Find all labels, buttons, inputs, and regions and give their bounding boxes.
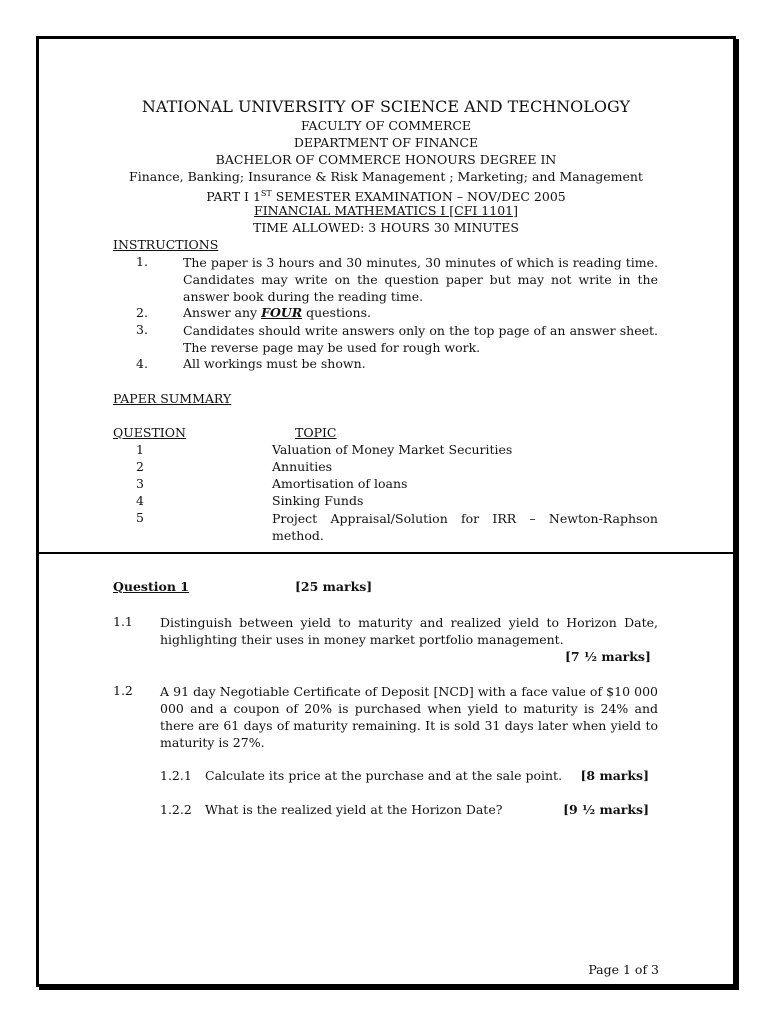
instruction-number: 4. (136, 356, 148, 371)
sub-question-number: 1.2.2 (160, 802, 192, 817)
question-number: 1.2 (113, 683, 133, 698)
time-allowed: TIME ALLOWED: 3 HOURS 30 MINUTES (253, 220, 519, 235)
summary-topic: Annuities (272, 459, 333, 474)
summary-question-header: QUESTION (113, 425, 186, 440)
section-divider (39, 552, 739, 554)
exam-page-border (36, 36, 736, 987)
summary-question-number: 1 (136, 442, 144, 457)
course-title: FINANCIAL MATHEMATICS I [CFI 1101] (254, 203, 518, 218)
instruction-item: All workings must be shown. (183, 356, 366, 371)
summary-topic: Valuation of Money Market Securities (272, 442, 513, 457)
question-1-marks: [25 marks] (295, 579, 373, 594)
instruction-item: Answer any FOUR questions. (183, 305, 371, 320)
summary-topic: Amortisation of loans (272, 476, 408, 491)
summary-question-number: 3 (136, 476, 144, 491)
sub-question-number: 1.2.1 (160, 768, 192, 783)
instructions-heading: INSTRUCTIONS (113, 237, 219, 252)
sub-question-text: Calculate its price at the purchase and at the sale point. (205, 768, 563, 783)
exam-title: PART I 1ST SEMESTER EXAMINATION – NOV/DEC 2005 (206, 189, 566, 205)
question-number: 1.1 (113, 614, 133, 629)
instruction-number: 3. (136, 322, 148, 337)
faculty-title: FACULTY OF COMMERCE (300, 118, 472, 133)
department-title: DEPARTMENT OF FINANCE (293, 135, 479, 150)
instruction-number: 1. (136, 254, 148, 269)
instruction-number: 2. (136, 305, 148, 320)
sub-question-text: What is the realized yield at the Horizon Date? (205, 802, 503, 817)
summary-topic-header: TOPIC (295, 425, 337, 440)
question-text: Distinguish between yield to maturity and realized yield to Horizon Date, highlighting their uses in money market portfolio management. (160, 615, 658, 647)
degree-title: BACHELOR OF COMMERCE HONOURS DEGREE IN (215, 152, 557, 167)
sub-question-marks: [9 ½ marks] (563, 802, 649, 817)
university-title: NATIONAL UNIVERSITY OF SCIENCE AND TECHNOLOGY (141, 97, 631, 116)
summary-question-number: 5 (136, 510, 144, 525)
sub-question-marks: [8 marks] (580, 768, 649, 783)
instruction-item: Candidates should write answers only on the top page of an answer sheet. The reverse page may be used for rough work. (183, 323, 658, 355)
paper-summary-heading: PAPER SUMMARY (113, 391, 232, 406)
question-1-title: Question 1 (113, 579, 189, 594)
page-number: Page 1 of 3 (588, 962, 659, 977)
question-text: A 91 day Negotiable Certificate of Deposit [NCD] with a face value of $10 000 000 and a coupon of 20% is purchased when yield to maturity is 24% and there are 61 days of maturity remaining. It is sold 31 days later when yield to maturity is 27%. (160, 684, 658, 750)
instruction-item: The paper is 3 hours and 30 minutes, 30 minutes of which is reading time. Candidates may write on the question paper but may not write in the answer book during the reading time. (183, 255, 658, 304)
summary-question-number: 2 (136, 459, 144, 474)
summary-topic: Project Appraisal/Solution for IRR – Newton-Raphson method. (272, 511, 658, 543)
summary-topic: Sinking Funds (272, 493, 364, 508)
question-marks: [7 ½ marks] (565, 649, 651, 664)
programmes-list: Finance, Banking; Insurance & Risk Management ; Marketing; and Management (129, 169, 643, 184)
summary-question-number: 4 (136, 493, 144, 508)
